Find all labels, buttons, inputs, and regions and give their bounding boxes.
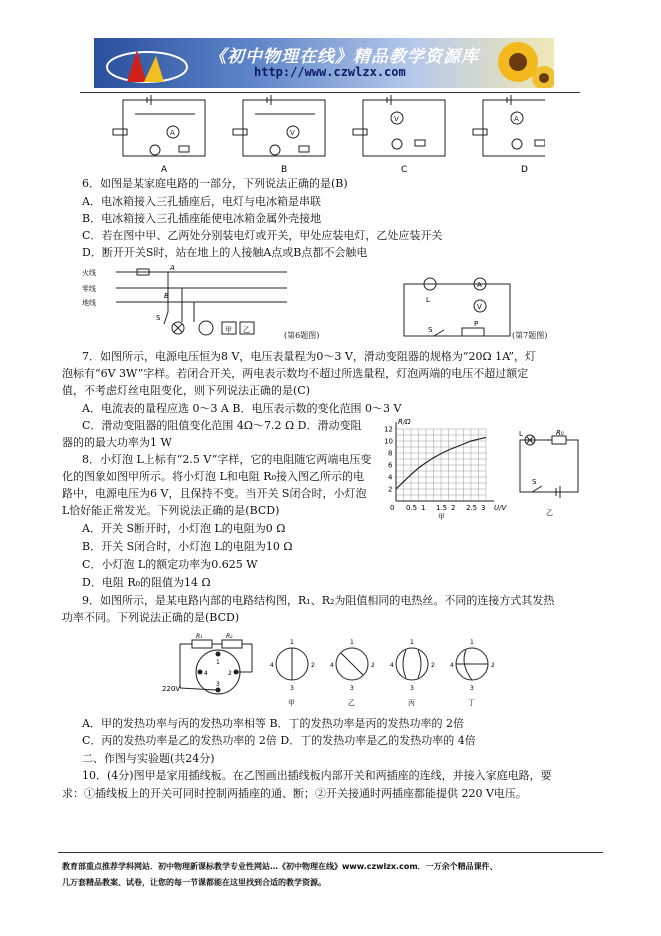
- q8-label-s: S: [532, 478, 537, 486]
- q6-label-yi: 乙: [243, 326, 250, 334]
- q8-line-3: 路中，电源电压为6 V，且保持不变。当开关 S闭合时，小灯泡: [62, 487, 367, 500]
- sunflower-icon: [482, 38, 554, 88]
- q8-line-2: 化的图象如图甲所示。将小灯泡 L和电阻 R₀接入图乙所示的电: [62, 470, 364, 483]
- q9-jia-label-4: 4: [270, 662, 274, 669]
- header-banner: [94, 38, 554, 88]
- q7-caption: (第7题图): [512, 331, 548, 340]
- q7-line-2: 泡标有“6V 3W”字样。若闭合开关，两电表示数均不超过所选量程，灯泡两端的电压不超过额定: [62, 367, 529, 380]
- q8-label-l: L: [519, 430, 523, 438]
- chart-caption-jia: 甲: [438, 513, 445, 520]
- chart-origin-label: 0: [390, 504, 395, 512]
- q7-label-p: P: [474, 320, 479, 328]
- q6-label-zero: 零线: [82, 285, 96, 293]
- q6-label-jia: 甲: [225, 326, 232, 334]
- q7-option-cd: C．滑动变阻器的阻值变化范围 4Ω～7.2 Ω D．滑动变阻: [82, 419, 362, 432]
- svg-text:V: V: [394, 115, 399, 123]
- q9-yi-label-2: 2: [371, 662, 375, 669]
- chart-y-tick-label: 10: [384, 437, 393, 446]
- footer-line-2: 几万套精品教案、试卷，让您的每一节课都能在这里找到合适的教学资源。: [62, 878, 326, 887]
- q6-stem: 6．如图是某家庭电路的一部分，下列说法正确的是(B): [82, 177, 348, 190]
- q9-main-label-4: 4: [204, 670, 208, 677]
- q8-circuit-figure: [514, 430, 584, 518]
- chart-x-tick-label: 0.5: [406, 504, 418, 512]
- q9-bing-label-1: 1: [410, 639, 414, 646]
- q9-ding-label-2: 2: [491, 662, 495, 669]
- q8-option-c: C．小灯泡 L的额定功率为0.625 W: [82, 558, 258, 571]
- q9-option-cd: C．丙的发热功率是乙的发热功率的 2倍 D．丁的发热功率是乙的发热功率的 4倍: [82, 734, 476, 747]
- q9-label-r2: R₂: [226, 633, 233, 640]
- q9-jia-label-3: 3: [290, 685, 294, 692]
- q9-jia-label-2: 2: [311, 662, 315, 669]
- q8-line-1: 8．小灯泡 L上标有“2.5 V”字样，它的电阻随它两端电压变: [82, 453, 372, 466]
- q9-yi-label-3: 3: [350, 685, 354, 692]
- q9-bing-label-3: 3: [410, 685, 414, 692]
- q8-resistance-chart: [372, 416, 512, 520]
- footer-divider: [58, 852, 603, 853]
- q7-option-ab: A．电流表的量程应选 0～3 A B．电压表示数的变化范围 0～3 V: [82, 402, 402, 415]
- q7-label-s: S: [428, 326, 433, 334]
- q6-label-fire: 火线: [82, 269, 96, 277]
- q7-line-6: 器的的最大功率为1 W: [62, 436, 172, 449]
- q8-option-a: A．开关 S断开时，小灯泡 L的电阻为0 Ω: [82, 522, 286, 535]
- q6-label-b: B: [164, 292, 169, 300]
- chart-x-tick-label: 1: [421, 504, 426, 512]
- q9-caption-ding: 丁: [468, 699, 475, 707]
- logo-icon: [102, 42, 192, 86]
- q6-circuit-figure: [82, 262, 292, 344]
- q10-line-2: 求：①插线板上的开关可同时控制两插座的通、断；②开关接通时两插座都能提供 220 V电压。: [62, 787, 527, 800]
- q6-caption: (第6题图): [284, 331, 320, 340]
- q6-option-c: C．若在图中甲、乙两处分别装电灯或开关，甲处应装电灯，乙处应装开关: [82, 229, 443, 242]
- q7-circuit-figure: [400, 276, 515, 340]
- q6-option-d: D．断开开关S时，站在地上的人接触A点或B点都不会触电: [82, 246, 368, 259]
- q9-yi-label-1: 1: [350, 639, 354, 646]
- q9-label-220v: 220V: [162, 685, 181, 693]
- chart-x-tick-label: 2.5: [466, 504, 478, 512]
- q6-label-s: S: [156, 314, 161, 322]
- q10-line-1: 10．(4分)图甲是家用插线板。在乙图画出插线板内部开关和两插座的连线，并接入家庭电路，要: [82, 769, 552, 782]
- q7-line-3: 值，不考虑灯丝电阻变化，则下列说法正确的是(C): [62, 384, 310, 397]
- q9-caption-yi: 乙: [348, 699, 355, 707]
- q9-option-ab: A．甲的发热功率与丙的发热功率相等 B．丁的发热功率是丙的发热功率的 2倍: [82, 717, 465, 730]
- q9-switch-figure: [160, 630, 510, 710]
- svg-text:A: A: [514, 115, 519, 123]
- q9-caption-bing: 丙: [408, 699, 415, 707]
- q9-label-r1: R₁: [196, 633, 203, 640]
- chart-y-tick-label: 8: [388, 449, 393, 458]
- q9-ding-label-3: 3: [470, 685, 474, 692]
- q7-label-l: L: [426, 296, 430, 304]
- chart-y-tick-label: 12: [384, 425, 393, 434]
- q6-label-ground: 地线: [82, 299, 96, 307]
- chart-x-label: U/V: [494, 504, 507, 512]
- q9-line-2: 功率不同。下列说法正确的是(BCD): [62, 611, 240, 624]
- chart-y-tick-label: 4: [388, 473, 393, 482]
- q8-line-4: L恰好能正常发光。下列说法正确的是(BCD): [62, 504, 280, 517]
- q9-bing-label-4: 4: [390, 662, 394, 669]
- chart-x-tick-label: 1.5: [436, 504, 448, 512]
- q9-bing-label-2: 2: [431, 662, 435, 669]
- header-title: 《初中物理在线》精品教学资源库: [209, 47, 479, 67]
- q9-main-label-2: 2: [228, 670, 232, 677]
- q6-option-a: A．电冰箱接入三孔插座后，电灯与电冰箱是串联: [82, 195, 321, 208]
- q9-ding-label-1: 1: [470, 639, 474, 646]
- q9-yi-label-4: 4: [330, 662, 334, 669]
- chart-x-tick-label: 2: [451, 504, 456, 512]
- fig5-label-a: A: [161, 165, 168, 174]
- chart-x-tick-label: 3: [481, 504, 486, 512]
- header-url[interactable]: http://www.czwlzx.com: [254, 65, 406, 79]
- q6-option-b: B．电冰箱接入三孔插座能使电冰箱金属外壳接地: [82, 212, 322, 225]
- svg-text:V: V: [290, 129, 295, 137]
- chart-y-tick-label: 2: [388, 485, 393, 494]
- q8-label-r0: R₀: [556, 430, 564, 437]
- q5-circuits-figure: [105, 92, 545, 174]
- q7-line-1: 7．如图所示，电源电压恒为8 V，电压表量程为0～3 V，滑动变阻器的规格为“20Ω 1A”，灯: [82, 350, 537, 363]
- q9-main-label-1: 1: [216, 659, 220, 666]
- q6-label-a: A: [170, 264, 175, 272]
- q9-jia-label-1: 1: [290, 639, 294, 646]
- q7-label-a: A: [477, 281, 482, 289]
- fig5-label-b: B: [281, 165, 288, 174]
- svg-text:A: A: [170, 129, 175, 137]
- footer-line-1: 教育部重点推荐学科网站．初中物理新课标教学专业性网站…《初中物理在线》www.czwlzx.com．一万余个精品课件、: [62, 862, 498, 871]
- q7-label-v: V: [477, 303, 482, 311]
- fig5-label-c: C: [401, 165, 408, 174]
- q8-option-b: B．开关 S闭合时，小灯泡 L的电阻为10 Ω: [82, 540, 293, 553]
- chart-y-tick-label: 6: [388, 461, 393, 470]
- q8-caption-yi: 乙: [546, 509, 553, 517]
- section2-heading: 二、作图与实验题(共24分): [82, 752, 215, 765]
- q9-main-label-3: 3: [216, 681, 220, 688]
- q9-caption-jia: 甲: [288, 699, 295, 707]
- fig5-label-d: D: [521, 165, 528, 174]
- q9-ding-label-4: 4: [450, 662, 454, 669]
- chart-y-label: R/Ω: [398, 418, 411, 426]
- q9-line-1: 9．如图所示，是某电路内部的电路结构图，R₁、R₂为阻值相同的电热丝。不同的连接方式其发热: [82, 594, 555, 607]
- q8-option-d: D．电阻 R₀的阻值为14 Ω: [82, 576, 211, 589]
